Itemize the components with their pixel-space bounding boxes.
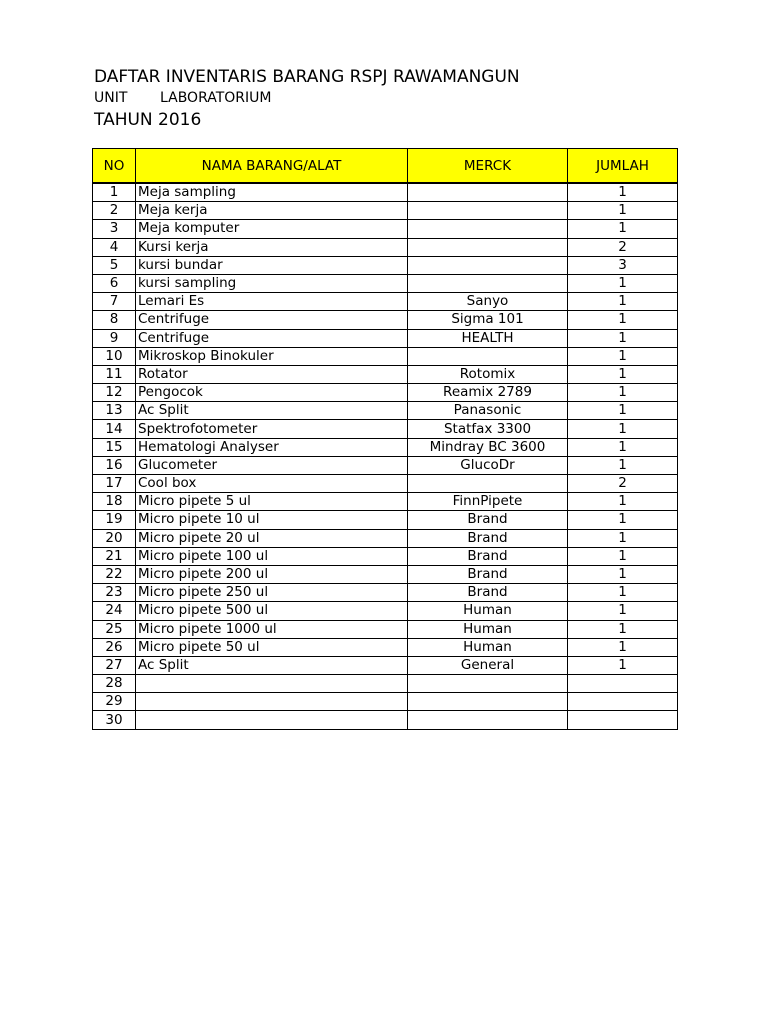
table-body [93, 183, 678, 729]
cell-name: Lemari Es [136, 293, 408, 311]
cell-qty: 1 [568, 274, 678, 292]
table-row [93, 438, 678, 456]
cell-no: 29 [93, 693, 136, 711]
cell-merck: General [408, 656, 568, 674]
table-row [93, 693, 678, 711]
cell-merck: Brand [408, 529, 568, 547]
table-row [93, 311, 678, 329]
cell-merck [408, 202, 568, 220]
cell-name: Pengocok [136, 384, 408, 402]
cell-qty: 1 [568, 420, 678, 438]
cell-name: Meja kerja [136, 202, 408, 220]
cell-no: 11 [93, 365, 136, 383]
cell-qty: 1 [568, 656, 678, 674]
cell-merck: Statfax 3300 [408, 420, 568, 438]
cell-name: Ac Split [136, 656, 408, 674]
table-row [93, 347, 678, 365]
cell-merck: Sigma 101 [408, 311, 568, 329]
header-merck: MERCK [408, 149, 568, 184]
cell-merck [408, 711, 568, 729]
cell-merck: Sanyo [408, 293, 568, 311]
table-row [93, 420, 678, 438]
table-row [93, 238, 678, 256]
cell-name: Micro pipete 10 ul [136, 511, 408, 529]
table-row [93, 293, 678, 311]
cell-name: Micro pipete 500 ul [136, 602, 408, 620]
unit-line [94, 89, 272, 107]
cell-name: Ac Split [136, 402, 408, 420]
cell-qty: 2 [568, 238, 678, 256]
table-row [93, 584, 678, 602]
cell-merck: GlucoDr [408, 456, 568, 474]
cell-no: 16 [93, 456, 136, 474]
table-row [93, 274, 678, 292]
cell-merck: Brand [408, 511, 568, 529]
cell-no: 5 [93, 256, 136, 274]
cell-qty: 1 [568, 620, 678, 638]
table-header [93, 149, 678, 184]
cell-no: 7 [93, 293, 136, 311]
cell-merck [408, 238, 568, 256]
cell-merck [408, 347, 568, 365]
table-row [93, 493, 678, 511]
cell-qty: 1 [568, 365, 678, 383]
cell-name: Micro pipete 250 ul [136, 584, 408, 602]
cell-name [136, 675, 408, 693]
cell-name: Spektrofotometer [136, 420, 408, 438]
cell-name: Meja sampling [136, 183, 408, 202]
cell-no: 21 [93, 547, 136, 565]
table-row [93, 384, 678, 402]
cell-merck: Panasonic [408, 402, 568, 420]
table-row [93, 529, 678, 547]
cell-qty: 1 [568, 402, 678, 420]
cell-name: Micro pipete 20 ul [136, 529, 408, 547]
cell-merck: Brand [408, 584, 568, 602]
cell-name: Glucometer [136, 456, 408, 474]
table-row [93, 711, 678, 729]
cell-no: 25 [93, 620, 136, 638]
cell-no: 30 [93, 711, 136, 729]
cell-no: 28 [93, 675, 136, 693]
cell-qty: 1 [568, 529, 678, 547]
cell-qty: 3 [568, 256, 678, 274]
cell-name: Centrifuge [136, 329, 408, 347]
cell-merck: Human [408, 638, 568, 656]
table-row [93, 183, 678, 202]
cell-qty: 1 [568, 329, 678, 347]
table-row [93, 602, 678, 620]
cell-no: 10 [93, 347, 136, 365]
document-year: TAHUN 2016 [94, 110, 202, 130]
cell-merck [408, 274, 568, 292]
cell-merck [408, 693, 568, 711]
cell-qty: 2 [568, 475, 678, 493]
cell-name: Cool box [136, 475, 408, 493]
cell-qty: 1 [568, 183, 678, 202]
table-row [93, 638, 678, 656]
cell-qty [568, 693, 678, 711]
table-row [93, 656, 678, 674]
cell-name: Rotator [136, 365, 408, 383]
cell-no: 23 [93, 584, 136, 602]
cell-merck [408, 675, 568, 693]
cell-name: kursi sampling [136, 274, 408, 292]
cell-no: 13 [93, 402, 136, 420]
cell-name: Micro pipete 1000 ul [136, 620, 408, 638]
cell-merck: Human [408, 602, 568, 620]
cell-merck: FinnPipete [408, 493, 568, 511]
table-row [93, 675, 678, 693]
cell-name [136, 711, 408, 729]
document-title: DAFTAR INVENTARIS BARANG RSPJ RAWAMANGUN [94, 67, 520, 87]
cell-no: 1 [93, 183, 136, 202]
header-qty: JUMLAH [568, 149, 678, 184]
inventory-table [92, 148, 678, 730]
cell-qty: 1 [568, 547, 678, 565]
cell-no: 24 [93, 602, 136, 620]
table-row [93, 620, 678, 638]
cell-qty: 1 [568, 565, 678, 583]
cell-name: Mikroskop Binokuler [136, 347, 408, 365]
cell-merck [408, 256, 568, 274]
cell-qty: 1 [568, 220, 678, 238]
cell-qty: 1 [568, 293, 678, 311]
cell-name: kursi bundar [136, 256, 408, 274]
cell-no: 27 [93, 656, 136, 674]
cell-merck: Reamix 2789 [408, 384, 568, 402]
table-row [93, 511, 678, 529]
cell-merck: Brand [408, 547, 568, 565]
cell-qty: 1 [568, 384, 678, 402]
cell-no: 18 [93, 493, 136, 511]
header-row [93, 149, 678, 184]
cell-name [136, 693, 408, 711]
cell-qty [568, 711, 678, 729]
cell-no: 26 [93, 638, 136, 656]
cell-qty: 1 [568, 347, 678, 365]
table-row [93, 547, 678, 565]
table-row [93, 329, 678, 347]
cell-no: 2 [93, 202, 136, 220]
table-row [93, 365, 678, 383]
cell-no: 20 [93, 529, 136, 547]
table-row [93, 256, 678, 274]
header-name: NAMA BARANG/ALAT [136, 149, 408, 184]
table-row [93, 402, 678, 420]
unit-label: UNIT [94, 90, 128, 106]
cell-qty: 1 [568, 311, 678, 329]
cell-merck: Rotomix [408, 365, 568, 383]
cell-no: 14 [93, 420, 136, 438]
cell-no: 8 [93, 311, 136, 329]
cell-qty: 1 [568, 493, 678, 511]
cell-no: 15 [93, 438, 136, 456]
cell-qty: 1 [568, 456, 678, 474]
table-row [93, 220, 678, 238]
cell-no: 17 [93, 475, 136, 493]
cell-name: Micro pipete 5 ul [136, 493, 408, 511]
cell-merck: HEALTH [408, 329, 568, 347]
cell-merck [408, 220, 568, 238]
cell-name: Kursi kerja [136, 238, 408, 256]
cell-qty: 1 [568, 584, 678, 602]
cell-no: 22 [93, 565, 136, 583]
cell-name: Meja komputer [136, 220, 408, 238]
cell-no: 6 [93, 274, 136, 292]
unit-value: LABORATORIUM [160, 90, 272, 106]
cell-no: 3 [93, 220, 136, 238]
cell-name: Micro pipete 200 ul [136, 565, 408, 583]
table-row [93, 565, 678, 583]
cell-qty: 1 [568, 438, 678, 456]
header-no: NO [93, 149, 136, 184]
cell-no: 4 [93, 238, 136, 256]
cell-name: Micro pipete 50 ul [136, 638, 408, 656]
cell-name: Micro pipete 100 ul [136, 547, 408, 565]
cell-name: Hematologi Analyser [136, 438, 408, 456]
cell-name: Centrifuge [136, 311, 408, 329]
cell-no: 12 [93, 384, 136, 402]
table-row [93, 456, 678, 474]
cell-merck: Human [408, 620, 568, 638]
table-row [93, 475, 678, 493]
cell-qty: 1 [568, 638, 678, 656]
cell-qty [568, 675, 678, 693]
cell-qty: 1 [568, 511, 678, 529]
cell-no: 19 [93, 511, 136, 529]
cell-merck [408, 183, 568, 202]
cell-merck: Mindray BC 3600 [408, 438, 568, 456]
cell-merck [408, 475, 568, 493]
cell-qty: 1 [568, 602, 678, 620]
cell-no: 9 [93, 329, 136, 347]
cell-qty: 1 [568, 202, 678, 220]
table-row [93, 202, 678, 220]
cell-merck: Brand [408, 565, 568, 583]
